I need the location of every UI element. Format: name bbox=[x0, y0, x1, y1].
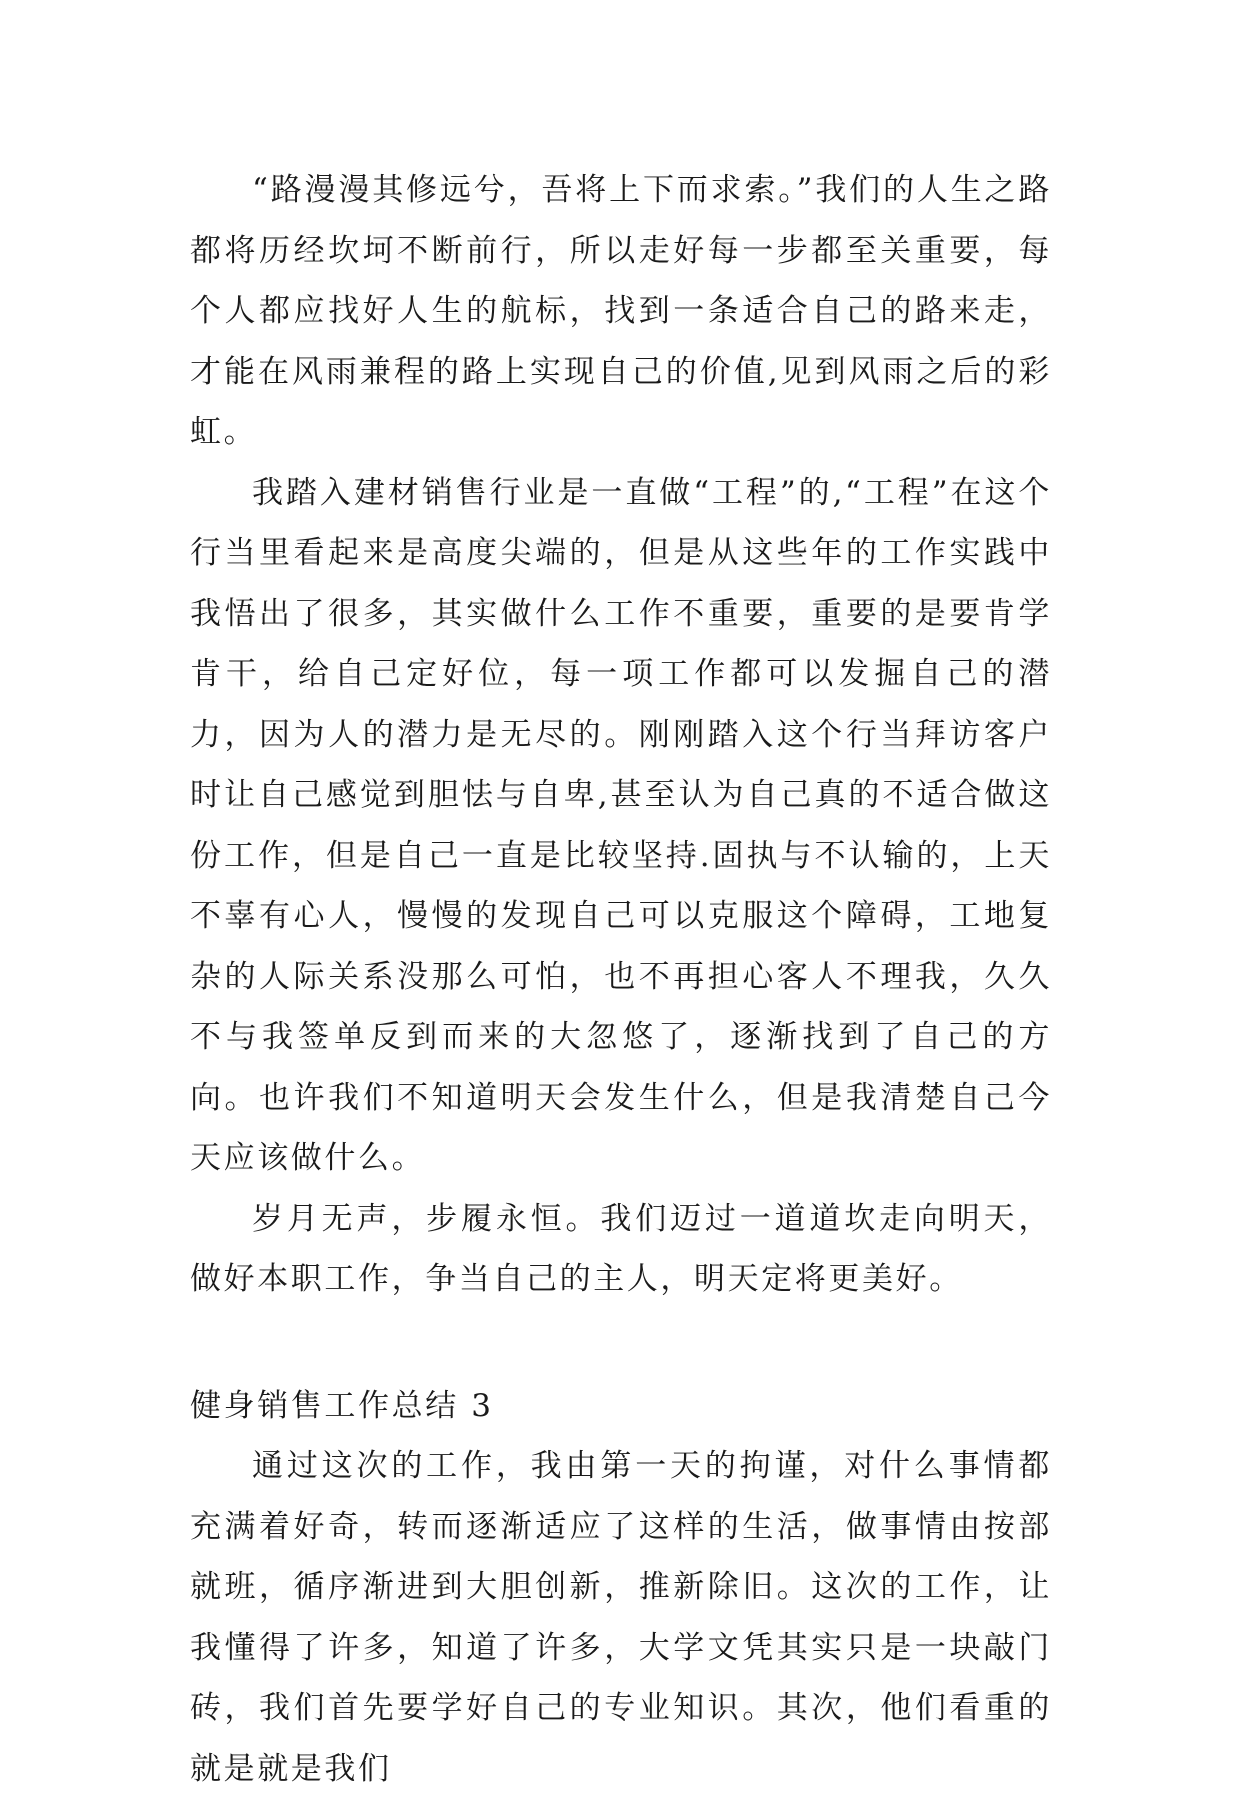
paragraph-intro-quote: “路漫漫其修远兮，吾将上下而求索。”我们的人生之路都将历经坎坷不断前行，所以走好每一步都至关重要，每个人都应找好人生的航标，找到一条适合自己的路来走，才能在风雨兼程的路上实现自己的价值,见到风雨之后的彩虹。 bbox=[190, 172, 1052, 450]
paragraph-building-materials-sales: 我踏入建材销售行业是一直做“工程”的,“工程”在这个行当里看起来是高度尖端的，但是从这些年的工作实践中我悟出了很多，其实做什么工作不重要，重要的是要肯学肯干，给自己定好位，每一项工作都可以发掘自己的潜力，因为人的潜力是无尽的。刚刚踏入这个行当拜访客户时让自己感觉到胆怯与自卑,甚至认为自己真的不适合做这份工作，但是自己一直是比较坚持.固执与不认输的，上天不辜有心人，慢慢的发现自己可以克服这个障碍，工地复杂的人际关系没那么可怕，也不再担心客人不理我，久久不与我签单反到而来的大忽悠了，逐渐找到了自己的方向。也许我们不知道明天会发生什么，但是我清楚自己今天应该做什么。 bbox=[190, 474, 1052, 1176]
document-page bbox=[190, 160, 1052, 1799]
paragraph-closing-remarks: 岁月无声，步履永恒。我们迈过一道道坎走向明天，做好本职工作，争当自己的主人，明天定将更美好。 bbox=[190, 1200, 1052, 1297]
section-heading: 健身销售工作总结 3 bbox=[190, 1387, 494, 1424]
paragraph-section-3-body: 通过这次的工作，我由第一天的拘谨，对什么事情都充满着好奇，转而逐渐适应了这样的生活，做事情由按部就班，循序渐进到大胆创新，推新除旧。这次的工作，让我懂得了许多，知道了许多，大学文凭其实只是一块敲门砖，我们首先要学好自己的专业知识。其次，他们看重的就是就是我们 bbox=[190, 1448, 1052, 1787]
